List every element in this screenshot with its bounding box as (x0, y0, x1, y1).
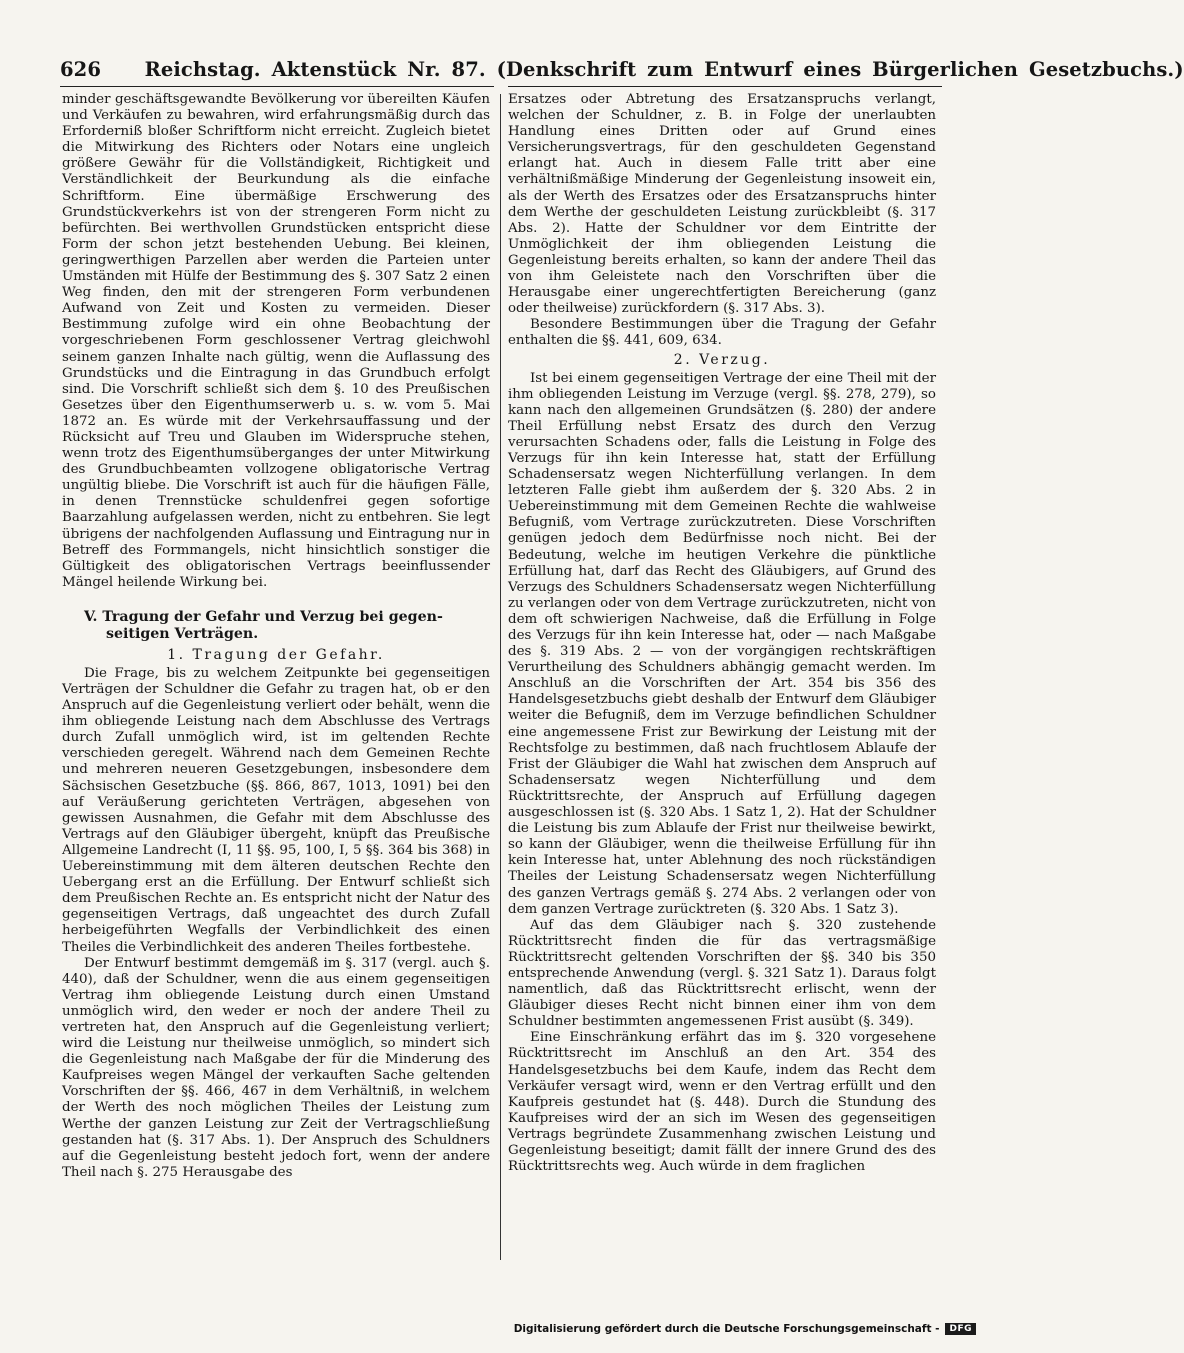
body-paragraph: minder geschäftsgewandte Bevölkerung vor übereilten Käufen und Verkäufen zu bewahren, wird erfahrungsmäßig durch das Erforderniß bloßer Schriftform nicht erreicht. Zugleich bietet die Mitwirkung des Richters oder Notars eine ungleich größere Gewähr für die Vollständigkeit, Richtigkeit und Verständlichkeit der Beurkundung als die einfache Schriftform. Eine übermäßige Erschwerung des Grundstückverkehrs ist von der strengeren Form nicht zu befürchten. Bei werthvollen Grundstücken entspricht diese Form der schon jetzt bestehenden Uebung. Bei kleinen, geringwerthigen Parzellen aber werden die Parteien unter Umständen mit Hülfe der Bestimmung des §. 307 Satz 2 einen Weg finden, den mit der strengeren Form verbundenen Aufwand von Zeit und Kosten zu vermeiden. Dieser Bestimmung zufolge wird ein ohne Beobachtung der vorgeschriebenen Form geschlossener Vertrag gleichwohl seinem ganzen Inhalte nach gültig, wenn die Auflassung des Grundstücks und die Eintragung in das Grundbuch erfolgt sind. Die Vorschrift schließt sich dem §. 10 des Preußischen Gesetzes über den Eigenthumserwerb u. s. w. vom 5. Mai 1872 an. Es würde mit der Verkehrsauffassung und der Rücksicht auf Treu und Glauben im Widerspruche stehen, wenn trotz des Eigenthumsüberganges der unter Mitwirkung des Grundbuchbeamten vollzogene obligatorische Vertrag ungültig bliebe. Die Vorschrift ist auch für die häufigen Fälle, in denen Trennstücke schuldenfrei gegen sofortige Baarzahlung aufgelassen werden, nicht zu entbehren. Sie legt übrigens der nachfolgenden Auflassung und Eintragung nur in Betreff des Formmangels, nicht hinsichtlich sonstiger die Gültigkeit des obligatorischen Vertrags beeinflussender Mängel heilende Wirkung bei. (62, 92, 490, 590)
dfg-logo: DFG (945, 1323, 976, 1335)
header-rule-right (508, 86, 942, 87)
section-heading-line: seitigen Verträgen. (106, 625, 259, 642)
section-heading (62, 609, 490, 643)
body-paragraph: Ist bei einem gegenseitigen Vertrage der eine Theil mit der ihm obliegenden Leistung im Verzuge (vergl. §§. 278, 279), so kann nach den allgemeinen Grundsätzen (§. 280) der andere Theil Erfüllung nebst Ersatz des durch den Verzug verursachten Schadens oder, falls die Leistung in Folge des Verzugs für ihn kein Interesse hat, statt der Erfüllung Schadensersatz wegen Nichterfüllung verlangen. In dem letzteren Falle giebt ihm außerdem der §. 320 Abs. 2 in Uebereinstimmung mit dem Gemeinen Rechte die wahlweise Befugniß, vom Vertrage zurückzutreten. Diese Vorschriften genügen jedoch dem Bedürfnisse noch nicht. Bei der Bedeutung, welche im heutigen Verkehre die pünktliche Erfüllung hat, darf das Recht des Gläubigers, auf Grund des Verzugs des Schuldners Schadensersatz wegen Nichterfüllung zu verlangen oder von dem Vertrage zurückzutreten, nicht von dem oft schwierigen Nachweise, daß die Erfüllung in Folge des Verzugs für ihn kein Interesse hat, oder — nach Maßgabe des §. 319 Abs. 2 — von der vorgängigen rechtskräftigen Verurtheilung des Schuldners abhängig gemacht werden. Im Anschluß an die Vorschriften der Art. 354 bis 356 des Handelsgesetzbuchs giebt deshalb der Entwurf dem Gläubiger weiter die Befugniß, dem im Verzuge befindlichen Schuldner eine angemessene Frist zur Bewirkung der Leistung mit der Rechtsfolge zu bestimmen, daß nach fruchtlosem Ablaufe der Frist der Gläubiger die Wahl hat zwischen dem Anspruch auf Schadensersatz wegen Nichterfüllung und dem Rücktrittsrechte, der Anspruch auf Erfüllung dagegen ausgeschlossen ist (§. 320 Abs. 1 Satz 1, 2). Hat der Schuldner die Leistung bis zum Ablaufe der Frist nur theilweise bewirkt, so kann der Gläubiger, wenn die theilweise Erfüllung für ihn kein Interesse hat, unter Ablehnung des noch rückständigen Theiles der Leistung Schadensersatz wegen Nichterfüllung des ganzen Vertrags gemäß §. 274 Abs. 2 verlangen oder von dem ganzen Vertrage zurücktreten (§. 320 Abs. 1 Satz 3). (508, 370, 936, 917)
left-column (62, 92, 490, 1181)
subheading: 1. Tragung der Gefahr. (167, 646, 385, 663)
body-paragraph: Die Frage, bis zu welchem Zeitpunkte bei gegenseitigen Verträgen der Schuldner die Gefahr zu tragen hat, ob er den Anspruch auf die Gegenleistung verliert oder behält, wenn die ihm obliegende Leistung nach dem Abschlusse des Vertrags durch Zufall unmöglich wird, ist im geltenden Rechte verschieden geregelt. Während nach dem Gemeinen Rechte und mehreren neueren Gesetzgebungen, insbesondere dem Sächsischen Gesetzbuche (§§. 866, 867, 1013, 1091) bei den auf Veräußerung gerichteten Verträgen, abgesehen von gewissen Ausnahmen, die Gefahr mit dem Abschlusse des Vertrags auf den Gläubiger übergeht, knüpft das Preußische Allgemeine Landrecht (I, 11 §§. 95, 100, I, 5 §§. 364 bis 368) in Uebereinstimmung mit dem älteren deutschen Rechte den Uebergang erst an die Erfüllung. Der Entwurf schließt sich dem Preußischen Rechte an. Es entspricht nicht der Natur des gegenseitigen Vertrags, daß ungeachtet des durch Zufall herbeigeführten Wegfalls der Verbindlichkeit des einen Theiles die Verbindlichkeit des anderen Theiles fortbestehe. (62, 665, 490, 955)
page-number: 626 (60, 58, 102, 81)
right-column (508, 92, 936, 1175)
funding-note: Digitalisierung gefördert durch die Deutsche Forschungsgemeinschaft - (513, 1323, 940, 1335)
body-paragraph: Ersatzes oder Abtretung des Ersatzanspruchs verlangt, welchen der Schuldner, z. B. in Folge der unerlaubten Handlung eines Dritten oder auf Grund eines Versicherungsvertrags, für den geschuldeten Gegenstand erlangt hat. Auch in diesem Falle tritt aber eine verhältnißmäßige Minderung der Gegenleistung insoweit ein, als der Werth des Ersatzes oder des Ersatzanspruchs hinter dem Werthe der geschuldeten Leistung zurückbleibt (§. 317 Abs. 2). Hatte der Schuldner vor dem Eintritte der Unmöglichkeit der ihm obliegenden Leistung die Gegenleistung bereits erhalten, so kann der andere Theil das von ihm Geleistete nach den Vorschriften über die Herausgabe einer ungerechtfertigten Bereicherung (ganz oder theilweise) zurückfordern (§. 317 Abs. 3). (508, 92, 936, 317)
section-heading-line: V. Tragung der Gefahr und Verzug bei gegen- (84, 608, 443, 625)
subheading: 2. Verzug. (673, 351, 771, 368)
header-rule-left (60, 86, 494, 87)
body-paragraph: Der Entwurf bestimmt demgemäß im §. 317 (vergl. auch §. 440), daß der Schuldner, wenn die aus einem gegenseitigen Vertrag ihm obliegende Leistung durch einen Umstand unmöglich wird, den weder er noch der andere Theil zu vertreten hat, den Anspruch auf die Gegenleistung verliert; wird die Leistung nur theilweise unmöglich, so mindert sich die Gegenleistung nach Maßgabe der für die Minderung des Kaufpreises wegen Mängel der verkauften Sache geltenden Vorschriften der §§. 466, 467 in dem Verhältniß, in welchem der Werth des noch möglichen Theiles der Leistung zum Werthe der ganzen Leistung zur Zeit der Vertragschließung gestanden hat (§. 317 Abs. 1). Der Anspruch des Schuldners auf die Gegenleistung besteht jedoch fort, wenn der andere Theil nach §. 275 Herausgabe des (62, 955, 490, 1180)
running-title: Reichstag. Aktenstück Nr. 87. (Denkschrift zum Entwurf eines Bürgerlichen Gesetzbuchs.) (144, 58, 1184, 81)
body-paragraph: Auf das dem Gläubiger nach §. 320 zustehende Rücktrittsrecht finden die für das vertragsmäßige Rücktrittsrecht geltenden Vorschriften der §§. 340 bis 350 entsprechende Anwendung (vergl. §. 321 Satz 1). Daraus folgt namentlich, daß das Rücktrittsrecht erlischt, wenn der Gläubiger dieses Recht nicht binnen einer ihm von dem Schuldner bestimmten angemessenen Frist ausübt (§. 349). (508, 917, 936, 1030)
body-paragraph: Eine Einschränkung erfährt das im §. 320 vorgesehene Rücktrittsrecht im Anschluß an den Art. 354 des Handelsgesetzbuchs bei dem Kaufe, indem das Recht dem Verkäufer versagt wird, wenn er den Vertrag erfüllt und den Kaufpreis gestundet hat (§. 448). Durch die Stundung des Kaufpreises wird der an sich im Wesen des gegenseitigen Vertrags begründete Zusammenhang zwischen Leistung und Gegenleistung beseitigt; damit fällt der innere Grund des des Rücktrittsrechts weg. Auch würde in dem fraglichen (508, 1030, 936, 1175)
body-paragraph: Besondere Bestimmungen über die Tragung der Gefahr enthalten die §§. 441, 609, 634. (508, 317, 936, 349)
footer (514, 1323, 976, 1335)
column-divider (500, 94, 501, 1260)
running-header (60, 58, 1184, 81)
